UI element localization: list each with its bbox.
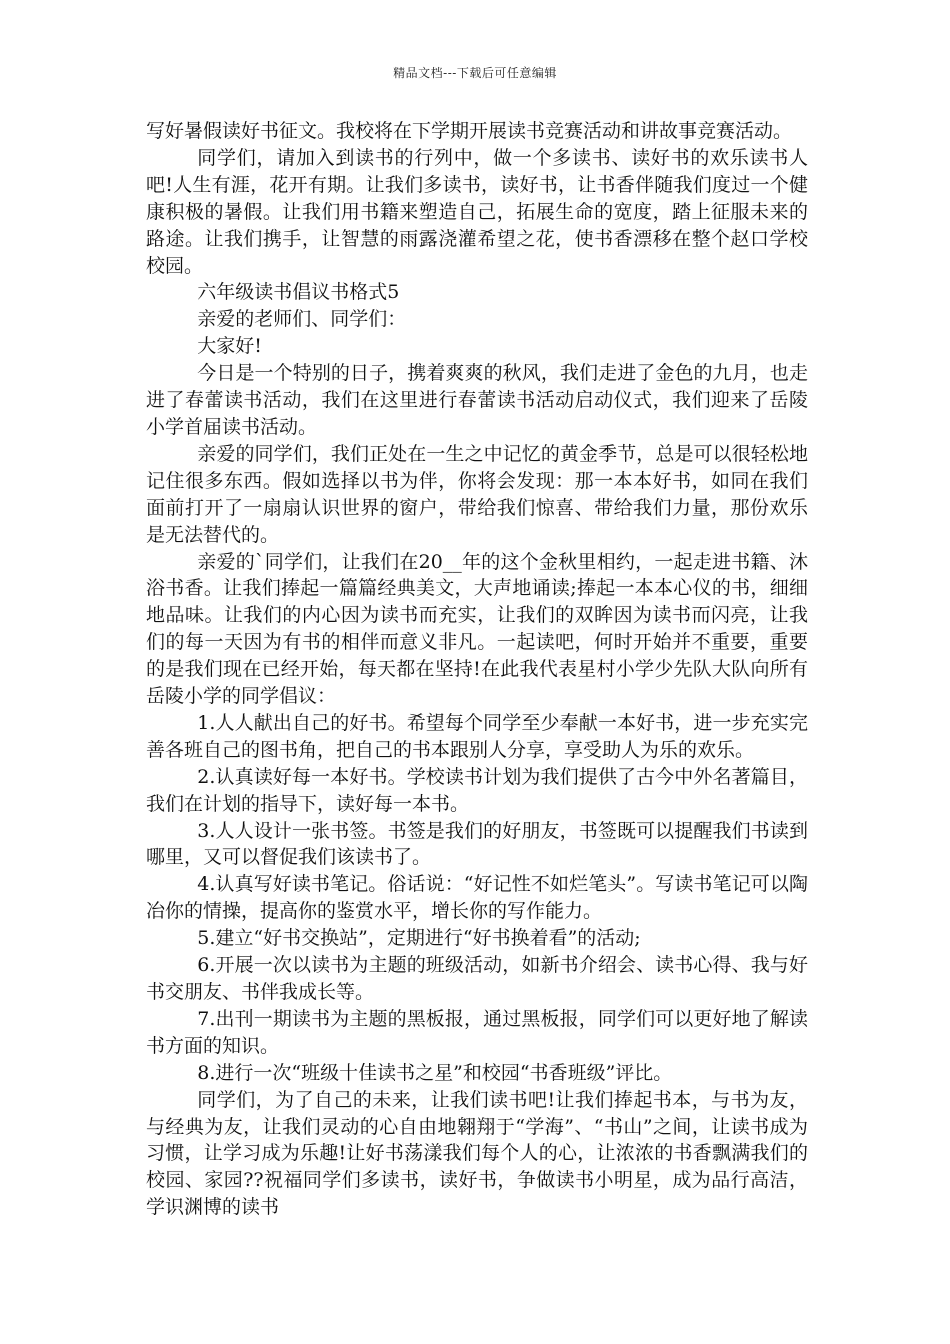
- page-header: 精品文档---下载后可任意编辑: [393, 66, 557, 80]
- document-body: [146, 118, 808, 1221]
- proposal-item-4: 4.认真写好读书笔记。俗话说：“好记性不如烂笔头”。写读书笔记可以陶冶你的情操，提高你的鉴赏水平，增长你的写作能力。: [146, 873, 808, 923]
- proposal-item-3: 3.人人设计一张书签。书签是我们的好朋友，书签既可以提醒我们书读到哪里，又可以督促我们该读书了。: [146, 819, 808, 869]
- proposal-item-1: 1.人人献出自己的好书。希望每个同学至少奉献一本好书，进一步充实完善各班自己的图书角，把自己的书本跟别人分享，享受助人为乐的欢乐。: [146, 711, 808, 761]
- proposal-item-6: 6.开展一次以读书为主题的班级活动，如新书介绍会、读书心得、我与好书交朋友、书伴我成长等。: [146, 954, 808, 1003]
- proposal-item-5: 5.建立“好书交换站”，定期进行“好书换着看”的活动;: [197, 927, 641, 950]
- paragraph-golden-season: 亲爱的同学们，我们正处在一生之中记忆的黄金季节，总是可以很轻松地记住很多东西。假如选择以书为伴，你将会发现：那一本本好书，如同在我们面前打开了一扇扇认识世界的窗户，带给我们惊喜、带给我们力量，那份欢乐是无法替代的。: [146, 442, 808, 546]
- proposal-item-8: 8.进行一次“班级十佳读书之星”和校园“书香班级”评比。: [197, 1061, 673, 1084]
- section-title: 六年级读书倡议书格式5: [197, 281, 400, 304]
- proposal-item-2: 2.认真读好每一本好书。学校读书计划为我们提供了古今中外名著篇目，我们在计划的指导下，读好每一本书。: [146, 765, 808, 815]
- paragraph-join-reading: 同学们，请加入到读书的行列中，做一个多读书、读好书的欢乐读书人吧!人生有涯，花开有期。让我们多读书，读好书，让书香伴随我们度过一个健康积极的暑假。让我们用书籍来塑造自己，拓展生命的宽度，踏上征服未来的路途。让我们携手，让智慧的雨露浇灌希望之花，使书香漂移在整个赵口学校校园。: [146, 146, 808, 277]
- proposal-item-7: 7.出刊一期读书为主题的黑板报，通过黑板报，同学们可以更好地了解读书方面的知识。: [146, 1007, 808, 1057]
- paragraph-special-day: 今日是一个特别的日子，携着爽爽的秋风，我们走进了金色的九月，也走进了春蕾读书活动，我们在这里进行春蕾读书活动启动仪式，我们迎来了岳陵小学首届读书活动。: [146, 362, 808, 438]
- paragraph-essay-intro: 写好暑假读好书征文。我校将在下学期开展读书竞赛活动和讲故事竞赛活动。: [146, 120, 793, 142]
- salutation: 亲爱的老师们、同学们：: [197, 308, 407, 331]
- paragraph-closing: 同学们，为了自己的未来，让我们读书吧!让我们捧起书本，与书为友，与经典为友，让我们灵动的心自由地翱翔于“学海”、“书山”之间，让读书成为习惯，让学习成为乐趣!让好书荡漾我们每个人的心，让浓浓的书香飘满我们的校园、家园??祝福同学们多读书，读好书，争做读书小明星，成为品行高洁，学识渊博的读书: [146, 1088, 808, 1219]
- greeting: 大家好!: [197, 335, 262, 358]
- paragraph-invitation: 亲爱的`同学们，让我们在20__年的这个金秋里相约，一起走进书籍、沐浴书香。让我们捧起一篇篇经典美文，大声地诵读;捧起一本本心仪的书，细细地品味。让我们的内心因为读书而充实，让我们的双眸因为读书而闪亮，让我们的每一天因为有书的相伴而意义非凡。一起读吧，何时开始并不重要，重要的是我们现在已经开始，每天都在坚持!在此我代表星村小学少先队大队向所有岳陵小学的同学倡议：: [146, 550, 808, 708]
